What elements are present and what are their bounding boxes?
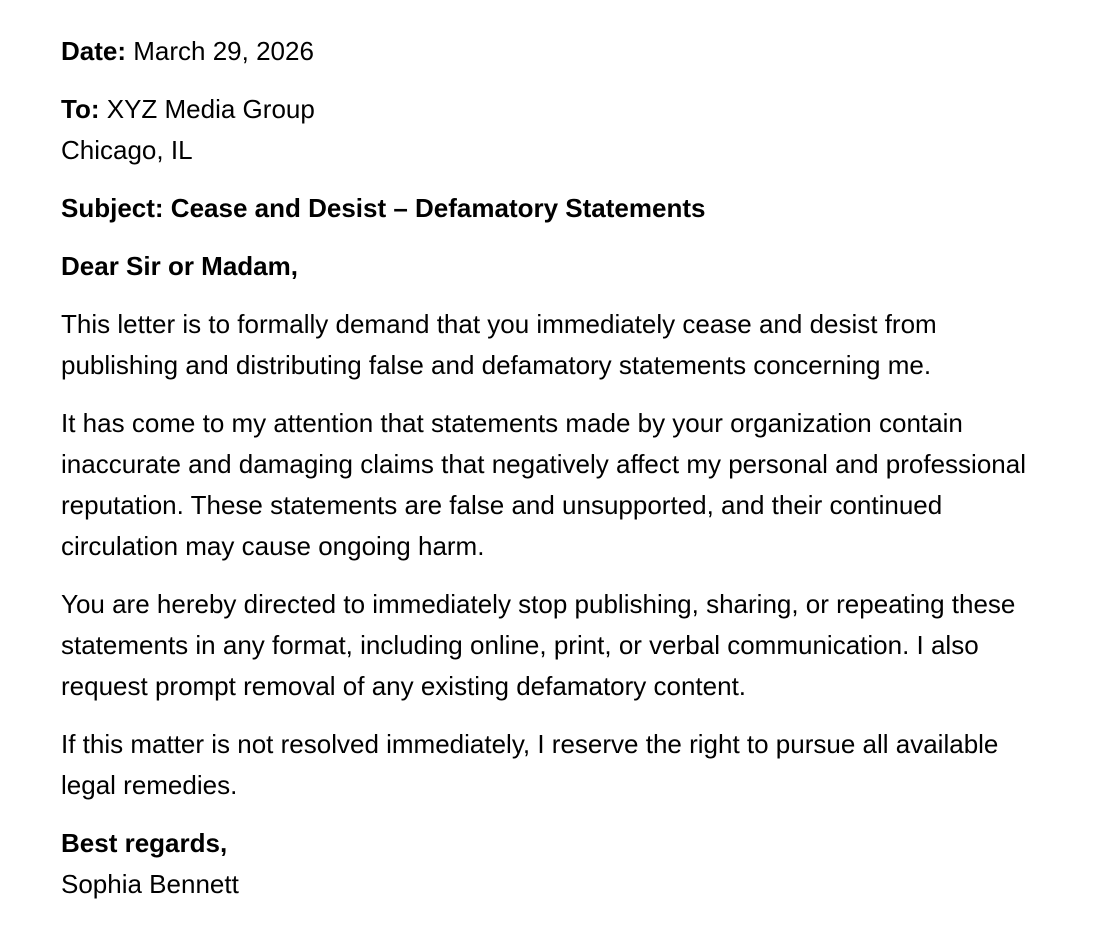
recipient-name: XYZ Media Group — [106, 94, 315, 124]
body-paragraph: You are hereby directed to immediately stop publishing, sharing, or repeating these statements in any format, including online, print, or verbal communication. I also request prompt removal of any existing defamatory content. — [61, 589, 1016, 701]
date-value: March 29, 2026 — [133, 36, 314, 66]
body-paragraph: This letter is to formally demand that you immediately cease and desist from publishing and distributing false and defamatory statements concerning me. — [61, 309, 937, 380]
salutation: Dear Sir or Madam, — [61, 251, 298, 281]
date-label: Date: — [61, 36, 127, 66]
closing: Best regards, — [61, 828, 228, 858]
body-paragraph: If this matter is not resolved immediately, I reserve the right to pursue all available legal remedies. — [61, 729, 999, 800]
to-label: To: — [61, 94, 100, 124]
subject-line: Subject: Cease and Desist – Defamatory Statements — [61, 193, 706, 223]
recipient-location: Chicago, IL — [61, 135, 193, 165]
body-paragraph: It has come to my attention that statements made by your organization contain inaccurate and damaging claims that negatively affect my personal and professional reputation. These statements are false and unsupported, and their continued circulation may cause ongoing harm. — [61, 408, 1026, 561]
signature-block — [61, 823, 1046, 905]
date-line — [61, 31, 1046, 72]
signature-name: Sophia Bennett — [61, 869, 239, 899]
recipient-block — [61, 89, 1046, 171]
